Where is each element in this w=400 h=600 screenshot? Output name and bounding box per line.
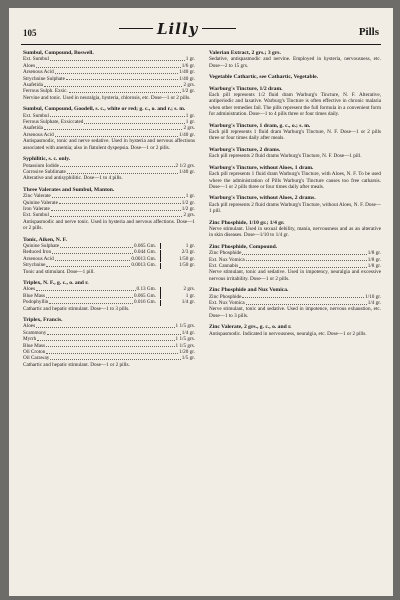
dot-leader [52, 197, 185, 198]
ingredient-name: Reduced Iron [23, 249, 52, 256]
entry-title: Zinc Phosphide, Compound. [209, 243, 278, 250]
ingredient-quantity: 1/10 gr. [365, 293, 381, 300]
ingredient-quantity: 1/8 gr. [367, 250, 381, 257]
dot-leader [44, 86, 183, 87]
ingredient-quantity: 1 gr. [185, 193, 195, 200]
dot-leader [239, 267, 367, 268]
ingredient-name: Scammony [23, 329, 47, 336]
entry-title: Triplex, N. F., g. c., o. and r. [23, 280, 89, 286]
entry-description: Alterative and antisyphilitic. Dose—1 to 4 pills. [23, 175, 123, 182]
column-separator [160, 287, 161, 293]
column-separator [160, 243, 161, 249]
ingredient-metric: 0.0013 Gm. [131, 262, 156, 269]
pill-entry [209, 287, 381, 319]
ingredient-name: Oil Croton [23, 349, 46, 356]
ingredient-name: Oil Caraway [23, 355, 50, 362]
dot-leader [84, 123, 184, 124]
dot-leader [52, 253, 133, 254]
pill-entry [209, 50, 381, 69]
column-separator [160, 263, 161, 269]
dot-leader [37, 340, 174, 341]
dot-leader [50, 359, 180, 360]
ingredient-name: Quinine Sulphate [23, 242, 60, 249]
entry-title: Vegetable Cathartic, see Cathartic, Vegetable. [209, 74, 319, 81]
dot-leader [55, 73, 178, 74]
ingredient-name: Quinine Valerate [23, 199, 58, 206]
ingredient-quantity: 2/3 gr. [181, 249, 195, 256]
pill-entry [209, 195, 381, 214]
ingredient-quantity: 1 1/5 grs. [175, 336, 195, 343]
dot-leader [242, 297, 364, 298]
dot-leader [59, 203, 181, 204]
pill-entry [209, 147, 381, 160]
entry-title: Warburg's Tincture, 2 drams. [209, 146, 281, 153]
page-number: 105 [23, 28, 37, 38]
entry-description: Cathartic and hepatic stimulant. Dose—1 to 3 pills. [23, 305, 130, 312]
dot-leader [46, 353, 178, 354]
ingredient-name: Zinc Phosphide [209, 250, 242, 257]
entry-description: Sedative, antispasmodic and nervine. Employed in hysteria, nervousness, etc. Dose—2 to 15 grs. [209, 56, 381, 69]
pill-entry [209, 220, 381, 239]
entry-description: Antispasmodic and nerve tonic. Used in hysteria and nervous affections. Dose—1 or 2 pills. [23, 218, 195, 232]
right-column [209, 50, 381, 342]
ingredient-name: Strychnine [23, 262, 46, 269]
dot-leader [55, 260, 131, 261]
ingredient-metric: 0.044 Gm. [133, 249, 156, 256]
entry-title: Triplex, Francis. [23, 317, 63, 324]
pill-entry [209, 165, 381, 191]
dot-leader [47, 334, 180, 335]
pill-entry [23, 156, 195, 182]
ingredient-quantity: 1/40 gr. [179, 131, 195, 138]
ingredient-name: Zinc Valerate [23, 193, 51, 200]
ingredient-name: Ext. Cannabis [209, 262, 239, 269]
pill-entry [209, 123, 381, 142]
entry-description: Each pill represents 1 fluid dram Warburg's Tincture, N. F. Dose—1 or 2 pills three or four times daily after meals. [209, 129, 381, 142]
dot-leader [60, 166, 175, 167]
ingredient-quantity: 1/4 gr. [181, 329, 195, 336]
ingredient-quantity: 2 grs. [183, 212, 195, 219]
ingredient-name: Aloes [23, 62, 36, 69]
ingredient-metric: 0.065 Gm. [133, 242, 156, 249]
ingredient-quantity: 1/8 gr. [367, 256, 381, 263]
entry-title: Three Valerates and Sumbul, Manton. [23, 186, 115, 193]
pill-entry [209, 244, 381, 282]
entry-title: Zinc Valerate, 2 grs., g. c., o. and r. [209, 324, 292, 331]
entry-title: Syphilitic, s. c. only. [23, 156, 71, 163]
ingredient-quantity: 1 gr. [185, 292, 195, 299]
dot-leader [36, 67, 181, 68]
ingredient-quantity: 1/40 gr. [179, 75, 195, 82]
pill-entry [23, 237, 195, 275]
ingredient-name: Corrosive Sublimate [23, 168, 66, 175]
entry-description: Each pill represents 2 fluid drams Warburg's Tincture, without Aloes, N. F. Dose—1 pill. [209, 201, 381, 215]
ingredient-name: Myrrh [23, 336, 37, 343]
dot-leader [66, 79, 178, 80]
entry-title: Warburg's Tincture, without Aloes, 2 drams. [209, 195, 316, 202]
ingredient-name: Arsenous Acid [23, 69, 54, 76]
entry-title: Warburg's Tincture, 1/2 dram. [209, 85, 283, 92]
dot-leader [36, 327, 174, 328]
ingredient-name: Ext. Sumbul [23, 56, 49, 63]
ingredient-quantity: 2 1/2 grs. [175, 162, 195, 169]
ingredient-name: Podophyllin [23, 299, 49, 306]
catalog-page [9, 8, 393, 596]
ingredient-quantity: 1/50 gr. [179, 255, 195, 262]
entry-description: Nervine and tonic. Used in neuralgia, hysteria, chlorosis, etc. Dose—1 or 2 pills. [23, 94, 191, 101]
lilly-logo: Lilly [157, 20, 199, 38]
ingredient-name: Asafetida [23, 125, 43, 132]
dot-leader [44, 129, 183, 130]
dot-leader [246, 304, 367, 305]
page-header [9, 8, 393, 44]
dot-leader [69, 92, 181, 93]
ingredient-quantity: 1/8 gr. [367, 262, 381, 269]
ingredient-name: Aloes [23, 323, 36, 330]
pill-entry [23, 317, 195, 368]
ingredient-quantity: 1/2 gr. [181, 88, 195, 95]
entry-title: Sumbul, Compound, Boswell. [23, 50, 94, 56]
dot-leader [50, 60, 185, 61]
ingredient-name: Ext. Sumbul [23, 212, 49, 219]
dot-leader [46, 266, 130, 267]
ingredient-name: Iron Valerate [23, 205, 50, 212]
ingredient-quantity: 1 gr. [185, 119, 195, 126]
ingredient-quantity: 1/40 gr. [179, 168, 195, 175]
ingredient-name: Strychnine Sulphate [23, 75, 65, 82]
ingredient-quantity: 2 grs. [183, 125, 195, 132]
ingredient-quantity: 1/4 gr. [181, 299, 195, 306]
ingredient-name: Zinc Phosphide [209, 293, 242, 300]
ingredient-quantity: 1 gr. [185, 112, 195, 119]
dot-leader [50, 216, 183, 217]
ingredient-name: Ext. Nux Vomica [209, 300, 245, 306]
ingredient-quantity: 1/4 gr. [367, 300, 381, 306]
pill-entry [209, 86, 381, 118]
ingredient-quantity: 1/2 gr. [181, 199, 195, 206]
entry-title: Tonic, Aiken, N. F. [23, 236, 67, 243]
dot-leader [36, 290, 135, 291]
ingredient-quantity: 1 1/5 grs. [175, 323, 195, 330]
ingredient-name: Blue Mass [23, 292, 46, 299]
entry-title: Zinc Phosphide, 1/10 gr.; 1/4 gr. [209, 219, 285, 226]
left-column [23, 50, 195, 373]
pill-entry [23, 106, 195, 151]
header-rule [21, 44, 381, 45]
entry-title: Sumbul, Compound, Goodell, s. c., white or red; g. c., o. and r.; s. m. [23, 106, 186, 113]
dot-leader [67, 173, 178, 174]
ingredient-name: Arsenous Acid [23, 131, 54, 138]
entry-description: Each pill represents 1/2 fluid dram Warburg's Tincture, N. F. Alterative, antiperiodic and laxative. Warburg's Tincture is often effective in chronic malaria when other remedies fail. The pills represent the full formula in a convenient form for administration. Dose—1 to 4 pills three or four times daily. [209, 92, 381, 118]
dot-leader [246, 260, 367, 261]
entry-description: Tonic and stimulant. Dose—1 pill. [23, 268, 95, 275]
ingredient-quantity: 1/50 gr. [179, 262, 195, 269]
entry-description: Antispasmodic. Indicated in nervousness, neuralgia, etc. Dose—1 or 2 pills. [209, 330, 367, 337]
ingredient-name: Asafetida [23, 82, 43, 89]
ingredient-metric: 0.065 Gm. [133, 292, 156, 299]
dot-leader [46, 346, 175, 347]
dot-leader [49, 303, 133, 304]
ingredient-quantity: 1/40 gr. [179, 69, 195, 76]
entry-description: Each pill represents 1 fluid dram Warburg's Tincture, with Aloes, N. F. To be used where the administration of Pills Warburg's Tincture causes too free catharsis. Dose—1 or 2 pills three or four times daily after meals. [209, 171, 381, 190]
ingredient-quantity: 1 1/5 grs. [175, 342, 195, 349]
ingredient-name: Potassium Iodide [23, 162, 59, 169]
entry-description: Cathartic and hepatic stimulant. Dose—1 or 2 pills. [23, 361, 130, 368]
pill-entry [209, 324, 381, 337]
ingredient-name: Ext. Sumbul [23, 112, 49, 119]
ingredient-name: Aloes [23, 286, 36, 293]
pill-entry [23, 280, 195, 312]
ingredient-quantity: 1 gr. [185, 56, 195, 63]
dot-leader [60, 247, 133, 248]
ingredient-quantity: 1/2 gr. [181, 205, 195, 212]
column-separator [160, 256, 161, 262]
ingredient-quantity: 1 gr. [185, 242, 195, 249]
pill-entry [23, 50, 195, 101]
ingredient-quantity: 1/5 gr. [181, 355, 195, 362]
ingredient-name: Blue Mass [23, 342, 46, 349]
ingredient-quantity: 2 grs. [183, 82, 195, 89]
ingredient-name: Ext. Nux Vomica [209, 256, 245, 263]
column-separator [160, 250, 161, 256]
entry-description: Nerve stimulant, tonic and sedative. Used in impotence, nervous exhaustion, etc. Dose—1 to 3 pills. [209, 306, 381, 319]
ingredient-quantity: 2 grs. [183, 286, 195, 293]
entry-title: Valerian Extract, 2 grs.; 3 grs. [209, 50, 281, 56]
ingredient-metric: 0.016 Gm. [133, 299, 156, 306]
section-title: Pills [358, 26, 379, 38]
ingredient-name: Ferrous Sulphate, Exsiccated [23, 119, 84, 126]
column-separator [160, 293, 161, 299]
entry-description: Each pill represents 2 fluid drams Warburg's Tincture, N. F. Dose—1 pill. [209, 153, 362, 160]
ingredient-name: Ferrous Sulph. Exsic. [23, 88, 68, 95]
dot-leader [50, 116, 185, 117]
entry-title: Zinc Phosphide and Nux Vomica. [209, 287, 289, 294]
entry-title: Warburg's Tincture, 1 dram, g. c., o.; s. m. [209, 122, 311, 129]
dot-leader [55, 136, 178, 137]
ingredient-metric: 0.13 Gm. [136, 286, 156, 293]
ingredient-name: Arsenous Acid [23, 255, 54, 262]
column-separator [160, 300, 161, 306]
dot-leader [51, 210, 181, 211]
ingredient-metric: 0.0013 Gm. [131, 255, 156, 262]
entry-description: Nerve stimulant. Used in sexual debility, mania, nervousness and as an alterative in skin diseases. Dose—1/10 to 1/4 gr. [209, 225, 381, 239]
dot-leader [46, 297, 133, 298]
ingredient-quantity: 1/20 gr. [179, 349, 195, 356]
entry-title: Warburg's Tincture, without Aloes, 1 dram. [209, 164, 314, 171]
pill-entry [23, 187, 195, 232]
ingredient-quantity: 1/6 gr. [181, 62, 195, 69]
pill-entry [209, 74, 381, 80]
entry-description: Antispasmodic, tonic and nerve sedative. Used in hysteria and nervous affections associated with anemia; also in flatulent dyspepsia. Dose—1 or 2 pills. [23, 138, 195, 151]
dot-leader [242, 254, 366, 255]
entry-description: Nerve stimulant, tonic and sedative. Used in impotency, neuralgia and excessive nervous irritability. Dose—1 or 2 pills. [209, 269, 381, 282]
